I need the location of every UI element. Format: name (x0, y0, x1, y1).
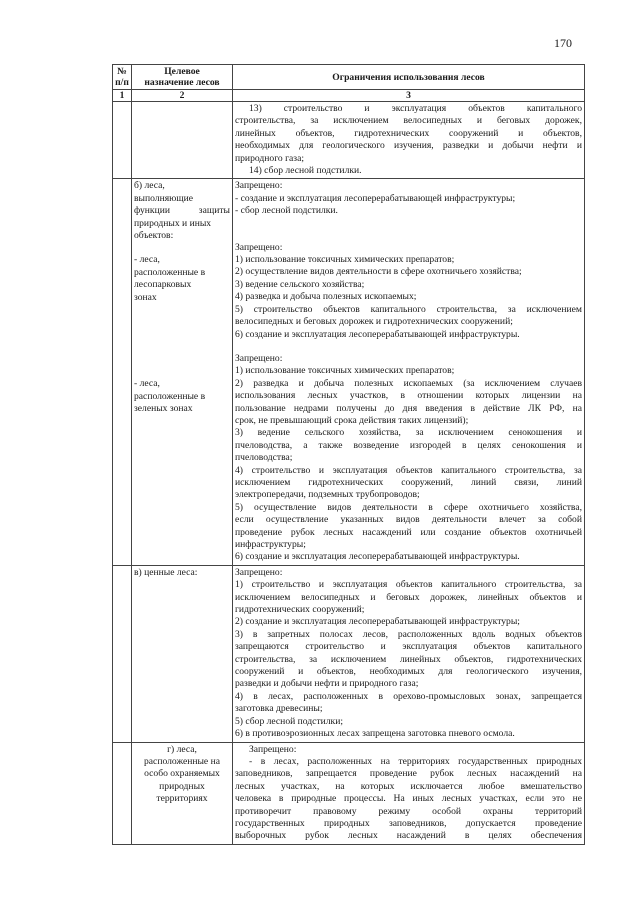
text-line: исключением велосипедных и беговых дорожек, линейных объектов и (235, 591, 582, 603)
text-line: расположенные на (144, 755, 220, 767)
text-line: 1) использование токсичных химических препаратов; (235, 254, 455, 266)
text-line: зеленых зонах (134, 402, 193, 414)
text-line: в) ценные леса: (134, 566, 198, 578)
text-line: заповедников, запрещается проведение рубок лесных насаждений на (235, 768, 582, 780)
text-line: Запрещено: (235, 180, 283, 192)
text-line: 3) ведение сельского хозяйства; (235, 278, 365, 290)
text-line: б) леса, (134, 180, 165, 192)
text-line: 14) сбор лесной подстилки. (249, 165, 362, 177)
text-line: Запрещено: (235, 352, 283, 364)
text-line: 2) разведка и добыча полезных ископаемых (за исключением случаев (235, 377, 582, 389)
text-line: гидротехнических сооружений; (235, 604, 365, 616)
text-line: - леса, (134, 254, 160, 266)
purpose-cell (132, 179, 233, 565)
text-line: линейных объектов, гидротехнических сооружений и объектов, (235, 127, 582, 139)
text-line: особо охраняемых (144, 768, 220, 780)
text-line: - сбор лесной подстилки. (235, 205, 338, 217)
text-line: Запрещено: (249, 743, 297, 755)
column-number-row (113, 90, 585, 102)
text-line: 6) создание и эксплуатация лесоперерабатывающей инфраструктуры. (235, 551, 520, 563)
col-number-3: 3 (233, 90, 585, 102)
text-line: инфраструктуры; (235, 539, 306, 550)
text-line: природного газа; (235, 152, 304, 164)
table-row (113, 742, 585, 844)
text-line: если осуществление указанных видов деятельности влечет за собой (235, 514, 582, 526)
table-header-row (113, 65, 585, 90)
text-line: пчеловодства, а также возведение изгородей в целях сенокошения и (235, 439, 582, 451)
text-line: исключением гидротехнических сооружений, линий связи, линий (235, 476, 582, 488)
text-line: - в лесах, расположенных на территориях государственных природных (249, 755, 582, 767)
col-number-2: 2 (132, 90, 233, 102)
text-line: 2) осуществление видов деятельности в сфере охотничьего хозяйства; (235, 266, 522, 278)
text-line: необходимых для геологического изучения, разведки и добычи нефти и (235, 140, 582, 152)
page-number: 170 (554, 36, 572, 50)
text-line: пользование недрами получены до дня введения в действие ЛК РФ, на (235, 402, 582, 414)
text-line: противоречит правовому режиму особой охраны территорий (235, 805, 582, 817)
text-line: пчеловодства; (235, 452, 293, 464)
text-line: - создание и эксплуатация лесоперерабатывающей инфраструктуры; (235, 192, 516, 204)
text-line: 4) строительство и эксплуатация объектов капитального строительства, за (235, 464, 582, 476)
text-line: природных и иных (134, 217, 212, 229)
text-line: использования лесных участков, в отношении которых лицензии на (235, 390, 582, 402)
text-line: Запрещено: (235, 241, 283, 253)
text-line: 3) ведение сельского хозяйства, за исключением сенокошения и (235, 427, 582, 439)
text-line: выполняющие (134, 192, 194, 204)
header-restrictions: Ограничения использования лесов (233, 65, 585, 90)
text-line: лесных участках, на которых исключается любое вмешательство (235, 780, 582, 792)
text-line: электропередачи, подземных трубопроводов; (235, 489, 420, 501)
text-line: зонах (134, 291, 157, 303)
table-row (113, 102, 585, 179)
header-purpose: Целевое назначение лесов (132, 65, 233, 90)
text-line: лесопарковых (134, 279, 192, 291)
restrictions-cell (233, 179, 585, 565)
text-line: - леса, (134, 378, 160, 390)
text-line: 1) строительство и эксплуатация объектов капитального строительства, за (235, 579, 582, 591)
forest-restrictions-table (112, 64, 585, 845)
restrictions-cell (233, 742, 585, 844)
text-line: функции защиты (134, 205, 230, 217)
text-line: 1) использование токсичных химических препаратов; (235, 365, 455, 377)
table-row (113, 179, 585, 565)
table-row (113, 565, 585, 742)
text-line: г) леса, (167, 743, 197, 755)
text-line: запрещаются строительство и эксплуатация объектов капитального (235, 641, 582, 653)
header-number: № п/п (113, 65, 132, 90)
purpose-cell (132, 565, 233, 742)
text-line: 2) создание и эксплуатация лесоперерабатывающей инфраструктуры; (235, 616, 520, 628)
purpose-cell (132, 742, 233, 844)
text-line: разведки и добычи нефти и природного газа; (235, 678, 419, 690)
text-line: 5) сбор лесной подстилки; (235, 715, 344, 727)
text-line: велосипедных и беговых дорожек и гидротехнических сооружений; (235, 316, 513, 328)
text-line: заготовка древесины; (235, 703, 323, 715)
text-line: 6) создание и эксплуатация лесоперерабатывающей инфраструктуры. (235, 328, 520, 340)
text-line: государственных природных заповедников, допускается проведение (235, 817, 582, 829)
text-line: природных (159, 780, 205, 792)
text-line: объектов: (134, 230, 174, 242)
text-line: срок, не превышающий срока действия таких лицензий); (235, 414, 469, 426)
restrictions-cell (233, 565, 585, 742)
restrictions-cell (233, 102, 585, 179)
text-line: 4) разведка и добыча полезных ископаемых; (235, 291, 417, 303)
text-line: 6) в противоэрозионных лесах запрещена заготовка пневого осмола. (235, 728, 515, 740)
text-line: проведение рубок лесных насаждений или создание объектов охотничьей (235, 526, 582, 538)
col-number-1: 1 (113, 90, 132, 102)
text-line: сооружений и объектов, необходимых для геологического изучения, (235, 666, 582, 678)
text-line: 3) в запретных полосах лесов, расположенных вдоль водных объектов (235, 628, 582, 640)
text-line: выборочных рубок лесных насаждений в целях обеспечения (235, 830, 582, 842)
text-line: строительства, за исключением линейных объектов, гидротехнических (235, 653, 582, 665)
text-line: территориях (156, 793, 208, 805)
text-line: 4) в лесах, расположенных в орехово-промысловых зонах, запрещается (235, 690, 582, 702)
text-line: 5) строительство объектов капитального строительства, за исключением (235, 303, 582, 315)
text-line: Запрещено: (235, 566, 283, 578)
text-line: 5) осуществление видов деятельности в сфере охотничьего хозяйства, (235, 501, 582, 513)
text-line: 13) строительство и эксплуатация объектов капитального (249, 103, 582, 114)
text-line: строительства, за исключением велосипедных и беговых дорожек, (235, 115, 582, 127)
text-line: расположенные в (134, 266, 206, 278)
text-line: человека в природные процессы. На иных лесных участках, если это не (235, 793, 582, 805)
text-line: расположенные в (134, 390, 206, 402)
